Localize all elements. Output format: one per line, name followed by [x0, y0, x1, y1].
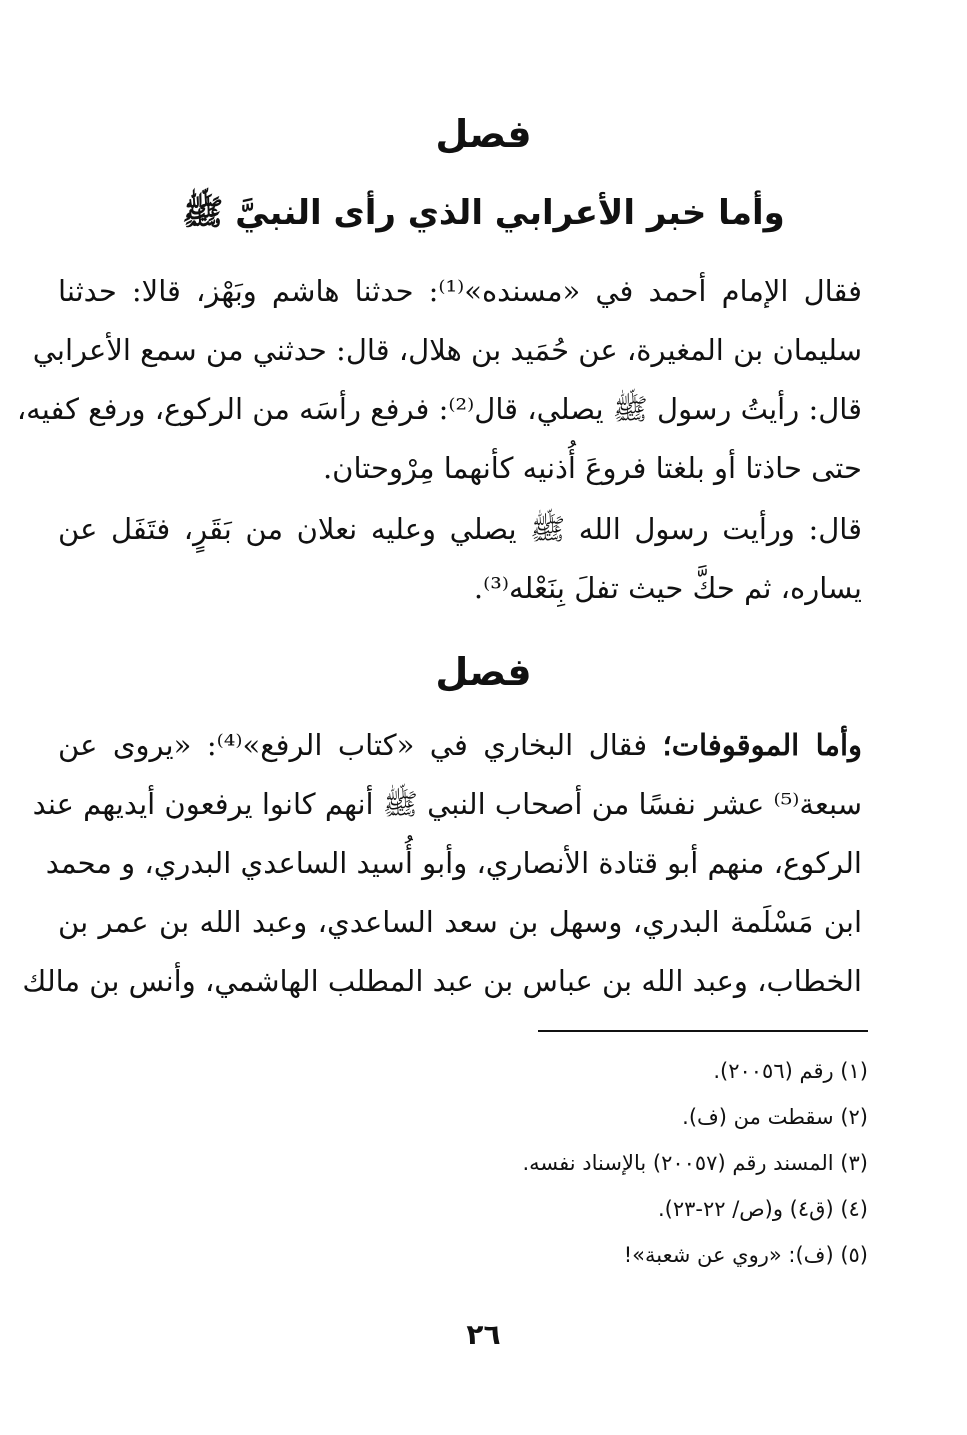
text-line: قال: رأيتُ رسول ﷺ يصلي، قال⁽²⁾: فرفع رأسَه من الركوع، ورفع كفيه،: [16, 392, 862, 426]
text-span: فقال البخاري في «كتاب الرفع»⁽⁴⁾: «يروى عن: [58, 728, 663, 762]
text-line: سبعة⁽⁵⁾ عشر نفسًا من أصحاب النبي ﷺ أنهم كانوا يرفعون أيديهم عند: [32, 787, 862, 821]
footnote: (٤) (ق٤) و(ص/ ٢٢-٢٣).: [657, 1197, 868, 1221]
footnotes: [340, 1048, 868, 1278]
text-line: [58, 716, 862, 775]
paragraph-mawqufat: [22, 716, 863, 1011]
footnote: (٢) سقطت من (ف).: [682, 1105, 868, 1129]
section-title: وأما خبر الأعرابي الذي رأى النبيَّ ﷺ: [182, 193, 785, 233]
paragraph-ahmad-narration: [16, 262, 863, 498]
text-line: ابن مَسْلَمة البدري، وسهل بن سعد الساعدي، وعبد الله بن عمر بن: [58, 905, 862, 939]
text-line: يساره، ثم حكَّ حيث تفلَ بِنَعْله⁽³⁾.: [473, 571, 862, 605]
page-number: ٢٦: [466, 1318, 501, 1351]
text-line: فقال الإمام أحمد في «مسنده»⁽¹⁾: حدثنا هاشم وبَهْز، قالا: حدثنا: [58, 274, 863, 308]
text-line: الركوع، منهم أبو قتادة الأنصاري، وأبو أُسيد الساعدي البدري، و محمد: [45, 846, 862, 880]
section-heading: فصل: [435, 650, 532, 694]
text-line: الخطاب، وعبد الله بن عباس بن عبد المطلب الهاشمي، وأنس بن مالك: [22, 964, 862, 998]
text-line: سليمان بن المغيرة، عن حُمَيد بن هلال، قال: حدثني من سمع الأعرابي: [32, 333, 862, 367]
footnote: (٣) المسند رقم (٢٠٠٥٧) بالإسناد نفسه.: [522, 1151, 868, 1175]
paragraph-sandals-narration: [58, 500, 862, 618]
footnote: (٥) (ف): «روي عن شعبة»!: [623, 1243, 868, 1267]
section-heading: فصل: [435, 112, 532, 156]
bold-lead-text: وأما الموقوفات؛: [662, 728, 863, 762]
footnote-separator: [538, 1030, 868, 1032]
text-line: حتى حاذتا أو بلغتا فروعَ أُذنيه كأنهما مِرْوحتان.: [322, 451, 862, 485]
text-line: قال: ورأيت رسول الله ﷺ يصلي وعليه نعلان من بَقَرٍ، فتَفَل عن: [58, 512, 862, 546]
footnote: (١) رقم (٢٠٠٥٦).: [713, 1059, 868, 1083]
